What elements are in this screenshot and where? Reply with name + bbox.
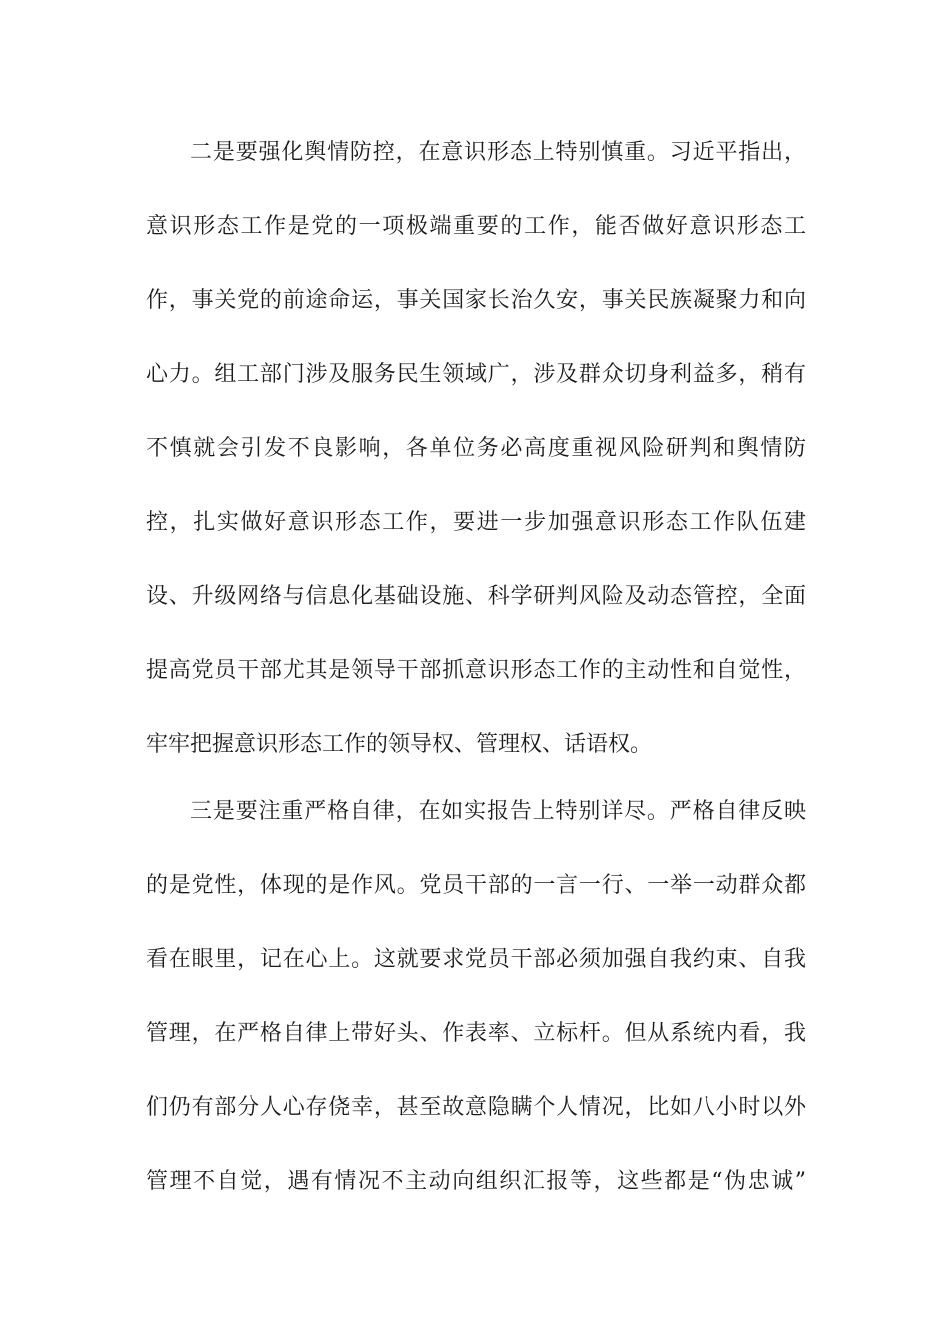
paragraph-2-line-6: 管理不自觉，遇有情况不主动向组织汇报等，这些都是“伪忠诚” xyxy=(146,1169,806,1194)
paragraph-1-line-6: 控，扎实做好意识形态工作，要进一步加强意识形态工作队伍建 xyxy=(146,510,806,535)
paragraph-2-line-2: 的是党性，体现的是作风。党员干部的一言一行、一举一动群众都 xyxy=(146,873,806,898)
paragraph-1-line-5: 不慎就会引发不良影响，各单位务必高度重视风险研判和舆情防 xyxy=(146,436,806,461)
paragraph-1-line-4: 心力。组工部门涉及服务民生领域广，涉及群众切身利益多，稍有 xyxy=(146,362,806,387)
paragraph-2-line-1: 三是要注重严格自律，在如实报告上特别详尽。严格自律反映 xyxy=(190,799,806,824)
paragraph-1-line-2: 意识形态工作是党的一项极端重要的工作，能否做好意识形态工 xyxy=(146,214,806,239)
paragraph-1-line-7: 设、升级网络与信息化基础设施、科学研判风险及动态管控，全面 xyxy=(146,584,806,609)
paragraph-1-line-3: 作，事关党的前途命运，事关国家长治久安，事关民族凝聚力和向 xyxy=(146,288,806,313)
paragraph-2-line-4: 管理，在严格自律上带好头、作表率、立标杆。但从系统内看，我 xyxy=(146,1021,806,1046)
paragraph-1-line-1: 二是要强化舆情防控，在意识形态上特别慎重。习近平指出， xyxy=(190,140,806,165)
paragraph-1-line-9: 牢牢把握意识形态工作的领导权、管理权、话语权。 xyxy=(146,732,653,757)
paragraph-1-line-8: 提高党员干部尤其是领导干部抓意识形态工作的主动性和自觉性， xyxy=(146,658,806,683)
paragraph-2-line-5: 们仍有部分人心存侥幸，甚至故意隐瞒个人情况，比如八小时以外 xyxy=(146,1095,806,1120)
paragraph-2-line-3: 看在眼里，记在心上。这就要求党员干部必须加强自我约束、自我 xyxy=(146,947,806,972)
